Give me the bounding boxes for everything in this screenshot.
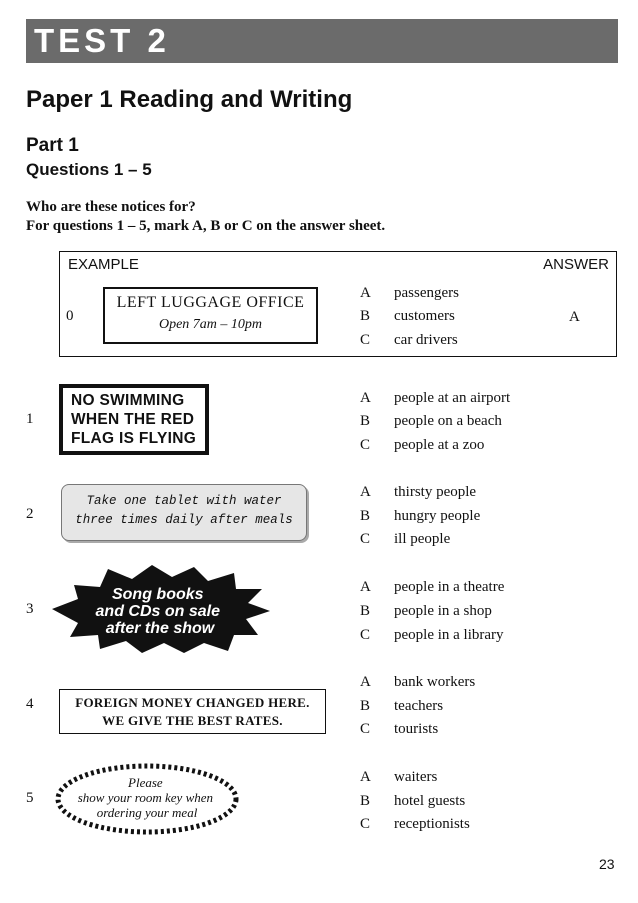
option-text: car drivers xyxy=(394,332,458,348)
instruction-question: Who are these notices for? xyxy=(26,199,196,215)
notice-line: FOREIGN MONEY CHANGED HERE. xyxy=(75,695,310,710)
option-letter: B xyxy=(360,308,371,324)
notice-left-luggage xyxy=(103,287,318,344)
questions-range: Questions 1 – 5 xyxy=(26,160,152,179)
notice-line: Open 7am – 10pm xyxy=(158,317,263,332)
option-text: passengers xyxy=(394,285,459,301)
option-letter: A xyxy=(360,769,371,785)
option-letter: A xyxy=(360,674,371,690)
notice-line: after the show xyxy=(105,620,215,637)
option-text: thirsty people xyxy=(394,484,477,500)
test-title: TEST 2 xyxy=(34,22,170,59)
notice-foreign-money xyxy=(59,689,326,734)
notice-line: and CDs on sale xyxy=(95,603,221,620)
option-text: people on a beach xyxy=(394,413,502,429)
notice-line: FLAG IS FLYING xyxy=(71,430,197,447)
question-number: 2 xyxy=(26,506,34,522)
option-text: teachers xyxy=(394,698,444,714)
option-text: hungry people xyxy=(394,508,481,524)
test-banner xyxy=(26,19,618,63)
option-text: people at a zoo xyxy=(394,437,485,453)
example-answer: A xyxy=(569,309,580,325)
notice-tablet xyxy=(61,484,307,541)
option-letter: C xyxy=(360,531,371,547)
notice-no-swimming xyxy=(59,384,209,455)
notice-line: NO SWIMMING xyxy=(71,392,185,409)
notice-line: Take one tablet with water xyxy=(86,494,282,508)
option-letter: C xyxy=(360,816,371,832)
svg-text:Please show your room key xyxy=(78,775,217,820)
option-text: bank workers xyxy=(394,674,476,690)
question-number: 1 xyxy=(26,411,34,427)
option-letter: A xyxy=(360,579,371,595)
option-letter: B xyxy=(360,603,371,619)
option-letter: A xyxy=(360,285,371,301)
svg-text:Song books and CDs on sale xyxy=(96,586,225,637)
option-text: tourists xyxy=(394,721,439,737)
answer-label: ANSWER xyxy=(543,256,609,273)
option-letter: B xyxy=(360,413,371,429)
example-label: EXAMPLE xyxy=(68,256,139,273)
option-text: people at an airport xyxy=(394,390,511,406)
part-title: Part 1 xyxy=(26,135,79,156)
question-number: 4 xyxy=(26,696,34,712)
notice-line: Song books xyxy=(111,586,204,603)
option-letter: B xyxy=(360,698,371,714)
option-text: ill people xyxy=(394,531,451,547)
option-letter: B xyxy=(360,508,371,524)
option-text: people in a theatre xyxy=(394,579,505,595)
option-text: waiters xyxy=(394,769,438,785)
option-letter: C xyxy=(360,721,371,737)
option-letter: C xyxy=(360,332,371,348)
example-number: 0 xyxy=(66,308,74,324)
notice-line: show your room key when xyxy=(77,790,214,805)
question-number: 5 xyxy=(26,790,34,806)
notice-line: three times daily after meals xyxy=(75,513,293,527)
option-letter: C xyxy=(360,627,371,643)
instruction-task: For questions 1 – 5, mark A, B or C on the answer sheet. xyxy=(26,218,386,234)
notice-song-books xyxy=(48,563,274,655)
notice-line: Please xyxy=(128,775,163,790)
paper-title: Paper 1 Reading and Writing xyxy=(26,86,353,113)
option-text: hotel guests xyxy=(394,793,466,809)
option-letter: A xyxy=(360,484,371,500)
option-letter: C xyxy=(360,437,371,453)
page-number: 23 xyxy=(599,856,615,872)
notice-line: LEFT LUGGAGE OFFICE xyxy=(116,294,305,311)
option-text: people in a shop xyxy=(394,603,492,619)
option-text: receptionists xyxy=(394,816,470,832)
notice-line: WHEN THE RED xyxy=(71,411,195,428)
option-text: customers xyxy=(394,308,455,324)
option-letter: B xyxy=(360,793,371,809)
notice-line: ordering your meal xyxy=(96,805,198,820)
question-number: 3 xyxy=(26,601,34,617)
notice-line: WE GIVE THE BEST RATES. xyxy=(102,713,283,728)
option-text: people in a library xyxy=(394,627,504,643)
option-letter: A xyxy=(360,390,371,406)
notice-room-key xyxy=(54,762,240,836)
